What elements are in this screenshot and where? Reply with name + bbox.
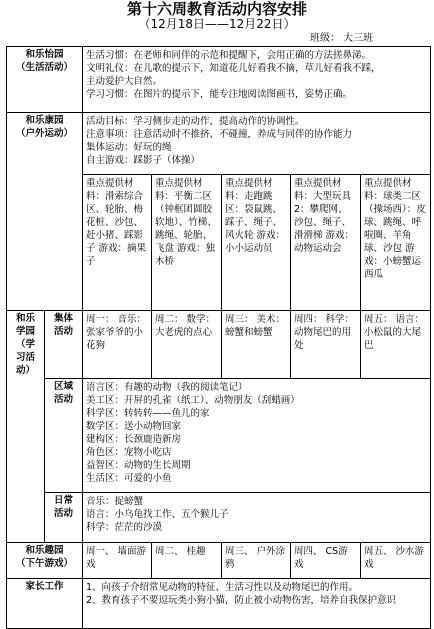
area-science: 科学区：转转转——鱼儿的家 [86, 408, 210, 419]
outdoor-day-2: 重点提供材料：平衡二区（钟框团圆胶软地）、竹梯、跳绳、轮胎、飞盘 游戏：独木桥 [152, 175, 222, 311]
life-manners: 文明礼仪：在儿歌的提示下，知道花儿好看我不摘，草儿好看我不踩， [86, 63, 381, 74]
life-row [7, 47, 431, 113]
life-habit: 生活习惯：在老师和同伴的示范和提醒下，会用正确的方法搓鼻涕。 [86, 50, 372, 61]
week-dates: （12月18日——12月22日） [138, 17, 296, 31]
afternoon-day-2: 周二、 桂趣 [152, 543, 222, 579]
schedule-table [6, 46, 431, 629]
outdoor-day-5: 重点提供材料：球类二区（操场西）：皮球、跳绳、呼啦圈、羊角球、沙包 游戏：小螃蟹运西瓜 [361, 175, 431, 311]
daily-language: 语言：小乌龟找工作、五个猴儿子 [86, 509, 229, 520]
outdoor-notes: 注意事项：注意活动时不推挤、不碰撞，养成与同伴的协作能力 [86, 129, 353, 140]
afternoon-row [7, 543, 431, 579]
parents-content [83, 579, 431, 629]
outdoor-day-4: 重点提供材料：大型玩具2：攀爬网、沙包、绳子、滑滑梯 游戏：动物运动会 [291, 175, 361, 311]
outdoor-general [83, 113, 431, 175]
collective-label: 集体 活动 [45, 311, 83, 379]
collective-row [7, 311, 431, 379]
parents-item-2: 2、教育孩子不要逗玩类小狗小猫，防止被小动物伤害，培养自我保护意识 [86, 595, 397, 606]
parents-row [7, 579, 431, 629]
collective-day-1: 周一： 音乐：张家爷爷的小花狗 [83, 311, 152, 379]
area-puzzle: 益智区：动物的生长周期 [86, 460, 191, 471]
outdoor-day-1: 重点提供材料：滑索综合区、轮胎、梅花桩、沙包、赶小猪、踩影子 游戏：摘果子 [83, 175, 152, 311]
life-content [83, 47, 431, 113]
area-language: 语言区：有趣的动物（我的阅读笔记） [86, 382, 248, 393]
page-title: 第十六周教育活动内容安排 [126, 0, 307, 18]
afternoon-day-1: 周一、 墙面游戏 [83, 543, 152, 579]
collective-day-4: 周四： 科学：动物尾巴的用处 [291, 311, 361, 379]
area-row [7, 379, 431, 493]
area-label: 区域 活动 [45, 379, 83, 493]
area-math: 数学区：送小动物回家 [86, 421, 182, 432]
afternoon-day-3: 周三、 户外涂鸦 [222, 543, 291, 579]
daily-row [7, 493, 431, 543]
outdoor-goal: 活动目标：学习侧步走的动作，提高动作的协调性。 [86, 116, 305, 127]
collective-day-5: 周五： 语言：小松鼠的大尾巴 [361, 311, 431, 379]
class-info: 班级： 大三班 [310, 33, 374, 44]
outdoor-free: 自主游戏：踩影子（体操） [86, 155, 201, 166]
collective-day-3: 周三： 美术：螃蟹和螃蟹 [222, 311, 291, 379]
life-study: 学习习惯：在图片的提示下，能专注地阅读图画书，姿势正确。 [86, 89, 353, 100]
area-build: 建构区：长颈鹿造新房 [86, 434, 182, 445]
outdoor-general-row [7, 113, 431, 175]
outdoor-group: 集体运动：好玩的绳 [86, 142, 172, 153]
afternoon-day-5: 周五、 沙水游戏 [361, 543, 431, 579]
outdoor-section-label: 和乐康园 （户外运动） [7, 113, 83, 311]
area-life: 生活区：可爱的小鱼 [86, 473, 172, 484]
afternoon-section-label: 和乐趣园 （下午游戏） [7, 543, 83, 579]
life-manners-cont: 主动爱护大自然。 [86, 76, 163, 87]
collective-day-2: 周二： 数学：大老虎的点心 [152, 311, 222, 379]
afternoon-day-4: 周四、 CS游戏 [291, 543, 361, 579]
life-section-label: 和乐怡园 （生活活动） [7, 47, 83, 113]
daily-label: 日常 活动 [45, 493, 83, 543]
parents-item-1: 1、向孩子介绍常见动物的特征、生活习性以及动物尾巴的作用。 [86, 582, 359, 593]
daily-science: 科学：茫茫的沙漠 [86, 522, 163, 533]
area-art: 美工区：开屏的孔雀（纸工）、动物朋友（刮蜡画） [86, 395, 300, 406]
area-content [83, 379, 431, 493]
outdoor-day-3: 重点提供材料：走跑跳区：袋鼠跳、踩子、绳子、风火轮 游戏：小小运动员 [222, 175, 291, 311]
daily-music: 音乐：捉螃蟹 [86, 496, 144, 507]
parents-section-label: 家长工作 [7, 579, 83, 629]
learning-section-label: 和乐 学园 （学 习活 动） [7, 311, 45, 543]
area-role: 角色区：宠物小吃店 [86, 447, 172, 458]
daily-content [83, 493, 431, 543]
